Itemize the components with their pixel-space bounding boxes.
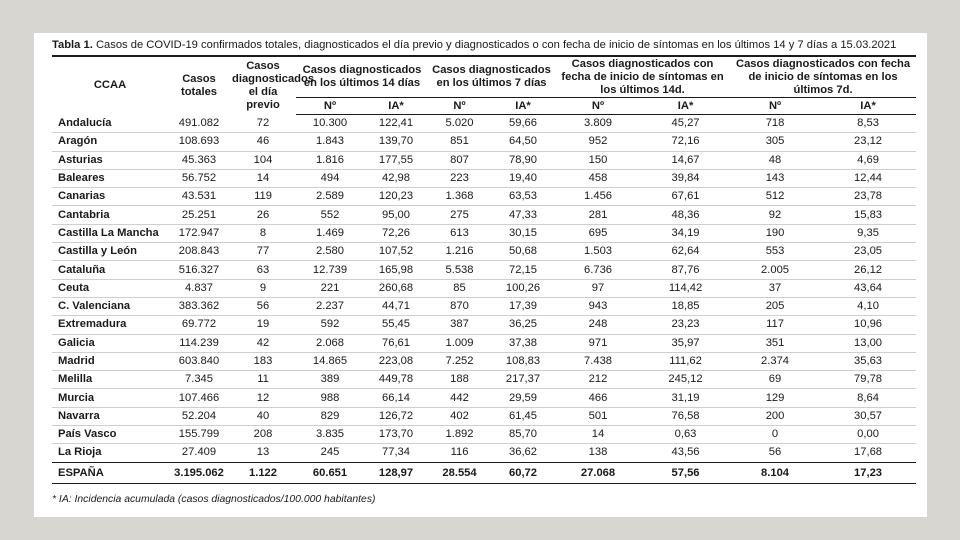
table-cell: 114.239	[179, 336, 219, 349]
table-cell: 491.082	[178, 116, 220, 129]
table-cell: 108.693	[178, 135, 220, 148]
table-cell: 1.503	[584, 245, 613, 258]
table-cell: 943	[588, 300, 608, 313]
table-cell: 695	[588, 226, 608, 239]
table-cell: 466	[588, 391, 608, 404]
table-cell: 4,10	[857, 300, 879, 313]
table-cell: 43,64	[854, 281, 883, 294]
table-cell: 1.469	[316, 226, 344, 239]
table-cell: 13	[256, 446, 270, 459]
table-cell: 1.009	[445, 336, 474, 349]
table-cell: 0,00	[857, 428, 879, 441]
table-cell: 807	[450, 153, 469, 166]
total-cell: 1.122	[230, 462, 296, 483]
region-name-cell: Andalucía	[58, 116, 112, 129]
table-cell: 72,26	[382, 226, 410, 239]
table-footer	[52, 462, 916, 483]
table-cell: 19,40	[509, 172, 537, 185]
table-cell: 2.005	[761, 263, 790, 276]
table-cell: 2.580	[316, 245, 344, 258]
table-cell: 85	[453, 281, 466, 294]
table-cell: 592	[320, 318, 340, 331]
region-name-cell: Galicia	[58, 336, 95, 349]
table-cell: 23,78	[854, 190, 883, 203]
region-name-cell: País Vasco	[58, 428, 117, 441]
table-cell: 5.538	[445, 263, 474, 276]
table-cell: 36,62	[509, 446, 537, 459]
total-cell: 28.554	[428, 462, 491, 483]
table-cell: 30,57	[854, 409, 883, 422]
table-cell: 383.362	[178, 300, 220, 313]
table-cell: 305	[765, 135, 785, 148]
total-cell: 128,97	[364, 462, 428, 483]
table-cell: 14.865	[312, 355, 348, 367]
table-row	[52, 243, 916, 261]
table-cell: 988	[320, 391, 340, 404]
table-cell: 17,68	[854, 446, 883, 459]
table-cell: 613	[450, 226, 469, 239]
table-cell: 245	[320, 446, 340, 459]
table-title	[52, 39, 896, 51]
table-cell: 4.837	[185, 281, 213, 294]
table-row	[52, 407, 916, 425]
region-name-cell: Cantabria	[58, 208, 110, 221]
table-cell: 14	[256, 172, 270, 185]
table-cell: 78,90	[509, 153, 537, 166]
table-cell: 1.816	[316, 153, 344, 166]
table-body	[52, 115, 916, 463]
table-cell: 223,08	[378, 355, 414, 367]
table-cell: 69	[768, 373, 782, 386]
table-cell: 56	[768, 446, 782, 459]
table-cell: 516.327	[178, 263, 220, 276]
table-cell: 8,53	[857, 117, 879, 130]
table-cell: 72	[256, 116, 270, 129]
table-cell: 56.752	[181, 172, 217, 185]
total-cell: 27.068	[555, 462, 641, 483]
table-cell: 208.843	[178, 245, 220, 258]
table-row	[52, 371, 916, 389]
table-row	[52, 151, 916, 169]
subheader-n: Nº	[555, 98, 641, 115]
table-cell: 870	[450, 300, 469, 313]
table-cell: 190	[765, 226, 785, 239]
footnote: * IA: Incidencia acumulada (casos diagnosticados/100.000 habitantes)	[52, 494, 376, 505]
table-cell: 26	[256, 208, 270, 221]
document-page	[34, 33, 927, 517]
table-cell: 221	[320, 281, 340, 294]
table-cell: 829	[320, 409, 340, 422]
region-name-cell: Madrid	[58, 355, 95, 367]
table-cell: 1.843	[316, 135, 344, 148]
table-cell: 67,61	[671, 190, 700, 203]
table-cell: 512	[765, 190, 785, 203]
subheader-ia: IA*	[491, 98, 555, 115]
table-cell: 37,38	[509, 336, 537, 349]
table-title-text: Casos de COVID-19 confirmados totales, diagnosticados el día previo y diagnosticados o con fecha de inicio de síntomas en los últimos 14 y 7 días a 15.03.2021	[95, 39, 897, 51]
table-cell: 12	[256, 391, 270, 404]
table-cell: 107.466	[178, 391, 220, 404]
table-cell: 2.068	[316, 336, 344, 349]
table-cell: 44,71	[382, 300, 410, 313]
table-cell: 603.840	[178, 355, 220, 367]
table-cell: 3.809	[584, 117, 613, 130]
table-cell: 129	[765, 391, 785, 404]
table-cell: 27.409	[181, 446, 217, 459]
table-cell: 212	[588, 373, 608, 386]
table-cell: 952	[588, 135, 608, 148]
table-cell: 126,72	[378, 409, 414, 422]
table-cell: 77,34	[382, 446, 410, 459]
header-diag-7: Casos diagnosticados en los últimos 7 días	[428, 56, 555, 98]
table-cell: 143	[765, 172, 785, 185]
header-dia-previo: Casos diagnosticados el día previo	[230, 56, 296, 115]
table-cell: 9	[259, 281, 267, 294]
table-cell: 29,59	[509, 391, 537, 404]
table-cell: 87,76	[671, 263, 700, 276]
table-cell: 971	[588, 336, 608, 349]
subheader-ia: IA*	[641, 98, 730, 115]
region-name-cell: Baleares	[58, 172, 105, 185]
table-cell: 76,61	[382, 336, 410, 349]
table-row	[52, 352, 916, 370]
table-cell: 150	[588, 153, 608, 166]
table-cell: 351	[765, 336, 785, 349]
table-cell: 501	[588, 409, 608, 422]
header-sintomas-7: Casos diagnosticados con fecha de inicio de síntomas en los últimos 7d.	[730, 56, 916, 98]
table-cell: 449,78	[378, 373, 414, 386]
table-cell: 43,56	[671, 446, 700, 459]
table-cell: 275	[450, 208, 469, 221]
table-cell: 553	[765, 245, 785, 258]
table-cell: 12,44	[854, 172, 883, 185]
table-cell: 10,96	[854, 318, 883, 331]
table-cell: 66,14	[382, 391, 410, 404]
table-cell: 138	[588, 446, 608, 459]
table-cell: 2.237	[316, 300, 344, 313]
table-cell: 8	[259, 226, 267, 239]
table-row	[52, 115, 916, 133]
table-cell: 37	[768, 281, 782, 294]
subheader-n: Nº	[296, 98, 364, 115]
header-diag-14: Casos diagnosticados en los últimos 14 días	[296, 56, 428, 98]
table-cell: 12.739	[312, 263, 348, 276]
table-cell: 104	[253, 153, 273, 166]
total-cell: 60,72	[491, 462, 555, 483]
total-cell: 17,23	[820, 462, 916, 483]
table-cell: 7.252	[445, 355, 474, 367]
table-cell: 56	[256, 300, 270, 313]
table-cell: 120,23	[378, 190, 414, 203]
table-cell: 76,58	[671, 409, 700, 422]
region-name-cell: Castilla La Mancha	[58, 226, 159, 239]
table-cell: 45.363	[181, 153, 217, 166]
region-name-cell: Aragón	[58, 135, 98, 148]
table-row	[52, 279, 916, 297]
table-cell: 42,98	[382, 172, 410, 185]
total-cell: 8.104	[730, 462, 820, 483]
table-row	[52, 389, 916, 407]
table-cell: 100,26	[505, 281, 541, 294]
total-cell: 60.651	[296, 462, 364, 483]
table-cell: 5.020	[445, 117, 474, 130]
table-cell: 52.204	[181, 409, 217, 422]
region-name-cell: Ceuta	[58, 281, 90, 294]
table-row	[52, 133, 916, 151]
table-cell: 92	[768, 208, 782, 221]
subheader-n: Nº	[428, 98, 491, 115]
table-cell: 30,15	[509, 226, 537, 239]
header-sintomas-14: Casos diagnosticados con fecha de inicio de síntomas en los últimos 14d.	[555, 56, 730, 98]
region-name-cell: Extremadura	[58, 318, 127, 331]
region-name-cell: Melilla	[58, 373, 93, 386]
table-cell: 50,68	[509, 245, 537, 258]
table-cell: 35,97	[671, 336, 700, 349]
table-cell: 851	[450, 135, 469, 148]
header-ccaa: CCAA	[52, 56, 168, 115]
subheader-ia: IA*	[364, 98, 428, 115]
subheader-n: Nº	[730, 98, 820, 115]
table-cell: 2.374	[761, 355, 790, 367]
table-cell: 40	[256, 409, 270, 422]
table-row	[52, 188, 916, 206]
table-cell: 114,42	[668, 281, 703, 294]
table-cell: 45,27	[671, 117, 700, 130]
table-cell: 248	[588, 318, 608, 331]
table-row	[52, 334, 916, 352]
table-cell: 200	[765, 409, 785, 422]
table-cell: 458	[588, 172, 608, 185]
table-row	[52, 297, 916, 315]
table-cell: 1.456	[584, 190, 613, 203]
table-cell: 8,64	[857, 391, 879, 404]
table-title-label: Tabla 1.	[52, 39, 93, 51]
table-cell: 31,19	[671, 391, 700, 404]
total-cell: 57,56	[641, 462, 730, 483]
table-row	[52, 169, 916, 187]
table-cell: 62,64	[671, 245, 700, 258]
table-cell: 13,00	[854, 336, 883, 349]
table-row	[52, 426, 916, 444]
table-cell: 402	[450, 409, 469, 422]
table-cell: 14	[591, 428, 605, 441]
table-cell: 122,41	[378, 117, 414, 130]
table-cell: 111,62	[669, 355, 702, 367]
table-cell: 39,84	[671, 172, 700, 185]
covid-cases-table	[52, 55, 916, 484]
table-cell: 245,12	[668, 373, 703, 386]
table-cell: 48	[768, 153, 782, 166]
table-cell: 223	[450, 172, 469, 185]
total-cell: ESPAÑA	[52, 462, 168, 483]
table-cell: 79,78	[854, 373, 883, 386]
region-name-cell: La Rioja	[58, 446, 102, 459]
table-cell: 95,00	[382, 208, 410, 221]
table-cell: 117	[766, 318, 784, 331]
table-cell: 72,15	[509, 263, 537, 276]
table-cell: 116	[450, 446, 469, 459]
table-cell: 173,70	[378, 428, 414, 441]
region-name-cell: C. Valenciana	[58, 300, 131, 313]
table-cell: 64,50	[509, 135, 537, 148]
table-cell: 85,70	[509, 428, 537, 441]
table-cell: 7.438	[584, 355, 613, 367]
table-cell: 139,70	[378, 135, 414, 148]
table-cell: 107,52	[378, 245, 414, 258]
header-casos-totales: Casos totales	[168, 56, 230, 115]
table-row	[52, 261, 916, 279]
table-cell: 0	[771, 428, 779, 441]
table-cell: 47,33	[509, 208, 537, 221]
region-name-cell: Navarra	[58, 409, 100, 422]
table-row	[52, 224, 916, 242]
table-cell: 188	[450, 373, 469, 386]
table-cell: 63,53	[509, 190, 537, 203]
table-cell: 34,19	[671, 226, 700, 239]
table-cell: 183	[253, 355, 273, 367]
table-cell: 177,55	[378, 153, 414, 166]
table-cell: 1.216	[445, 245, 474, 258]
table-cell: 14,67	[671, 153, 700, 166]
table-cell: 2.589	[316, 190, 344, 203]
table-cell: 217,37	[505, 373, 541, 386]
table-cell: 48,36	[671, 208, 700, 221]
table-cell: 36,25	[509, 318, 537, 331]
table-cell: 208	[253, 428, 273, 441]
table-cell: 18,85	[671, 300, 700, 313]
table-cell: 389	[320, 373, 340, 386]
table-cell: 1.892	[445, 428, 474, 441]
table-cell: 69.772	[181, 318, 217, 331]
table-cell: 23,23	[671, 318, 700, 331]
table-cell: 97	[591, 281, 605, 294]
table-cell: 25.251	[181, 208, 217, 221]
table-cell: 10.300	[312, 117, 348, 130]
region-name-cell: Cataluña	[58, 263, 106, 276]
subheader-ia: IA*	[820, 98, 916, 115]
table-cell: 281	[588, 208, 608, 221]
table-cell: 260,68	[378, 281, 414, 294]
table-cell: 43.531	[181, 190, 217, 203]
table-cell: 46	[256, 135, 270, 148]
table-cell: 165,98	[378, 263, 414, 276]
total-row	[52, 462, 916, 483]
table-cell: 1.368	[445, 190, 474, 203]
table-cell: 55,45	[382, 318, 410, 331]
table-cell: 0,63	[674, 428, 697, 441]
table-cell: 155.799	[178, 428, 220, 441]
table-cell: 718	[765, 117, 785, 130]
total-cell: 3.195.062	[168, 462, 230, 483]
table-row	[52, 444, 916, 462]
table-cell: 17,39	[509, 300, 537, 313]
table-cell: 108,83	[505, 355, 541, 367]
table-cell: 205	[765, 300, 785, 313]
table-cell: 77	[256, 245, 270, 258]
table-cell: 35,63	[854, 355, 883, 367]
table-cell: 3.835	[316, 428, 344, 441]
table-cell: 59,66	[509, 117, 537, 130]
table-row	[52, 316, 916, 334]
table-cell: 19	[256, 318, 270, 331]
table-cell: 4,69	[857, 153, 879, 166]
table-cell: 6.736	[584, 263, 613, 276]
table-cell: 442	[450, 391, 469, 404]
table-cell: 172.947	[178, 226, 220, 239]
table-cell: 63	[256, 263, 270, 276]
table-cell: 387	[450, 318, 469, 331]
region-name-cell: Asturias	[58, 153, 103, 166]
table-cell: 119	[254, 190, 272, 203]
region-name-cell: Murcia	[58, 391, 95, 404]
table-cell: 552	[320, 208, 340, 221]
table-header	[52, 56, 916, 115]
table-cell: 72,16	[671, 135, 700, 148]
region-name-cell: Canarias	[58, 190, 106, 203]
table-cell: 9,35	[857, 226, 879, 239]
table-cell: 11	[257, 373, 269, 386]
table-cell: 23,05	[854, 245, 883, 258]
table-cell: 23,12	[854, 135, 883, 148]
table-cell: 26,12	[854, 263, 883, 276]
table-cell: 42	[256, 336, 270, 349]
table-cell: 7.345	[185, 373, 213, 386]
table-row	[52, 206, 916, 224]
table-cell: 15,83	[854, 208, 883, 221]
region-name-cell: Castilla y León	[58, 245, 137, 258]
table-cell: 61,45	[509, 409, 537, 422]
table-cell: 494	[320, 172, 340, 185]
